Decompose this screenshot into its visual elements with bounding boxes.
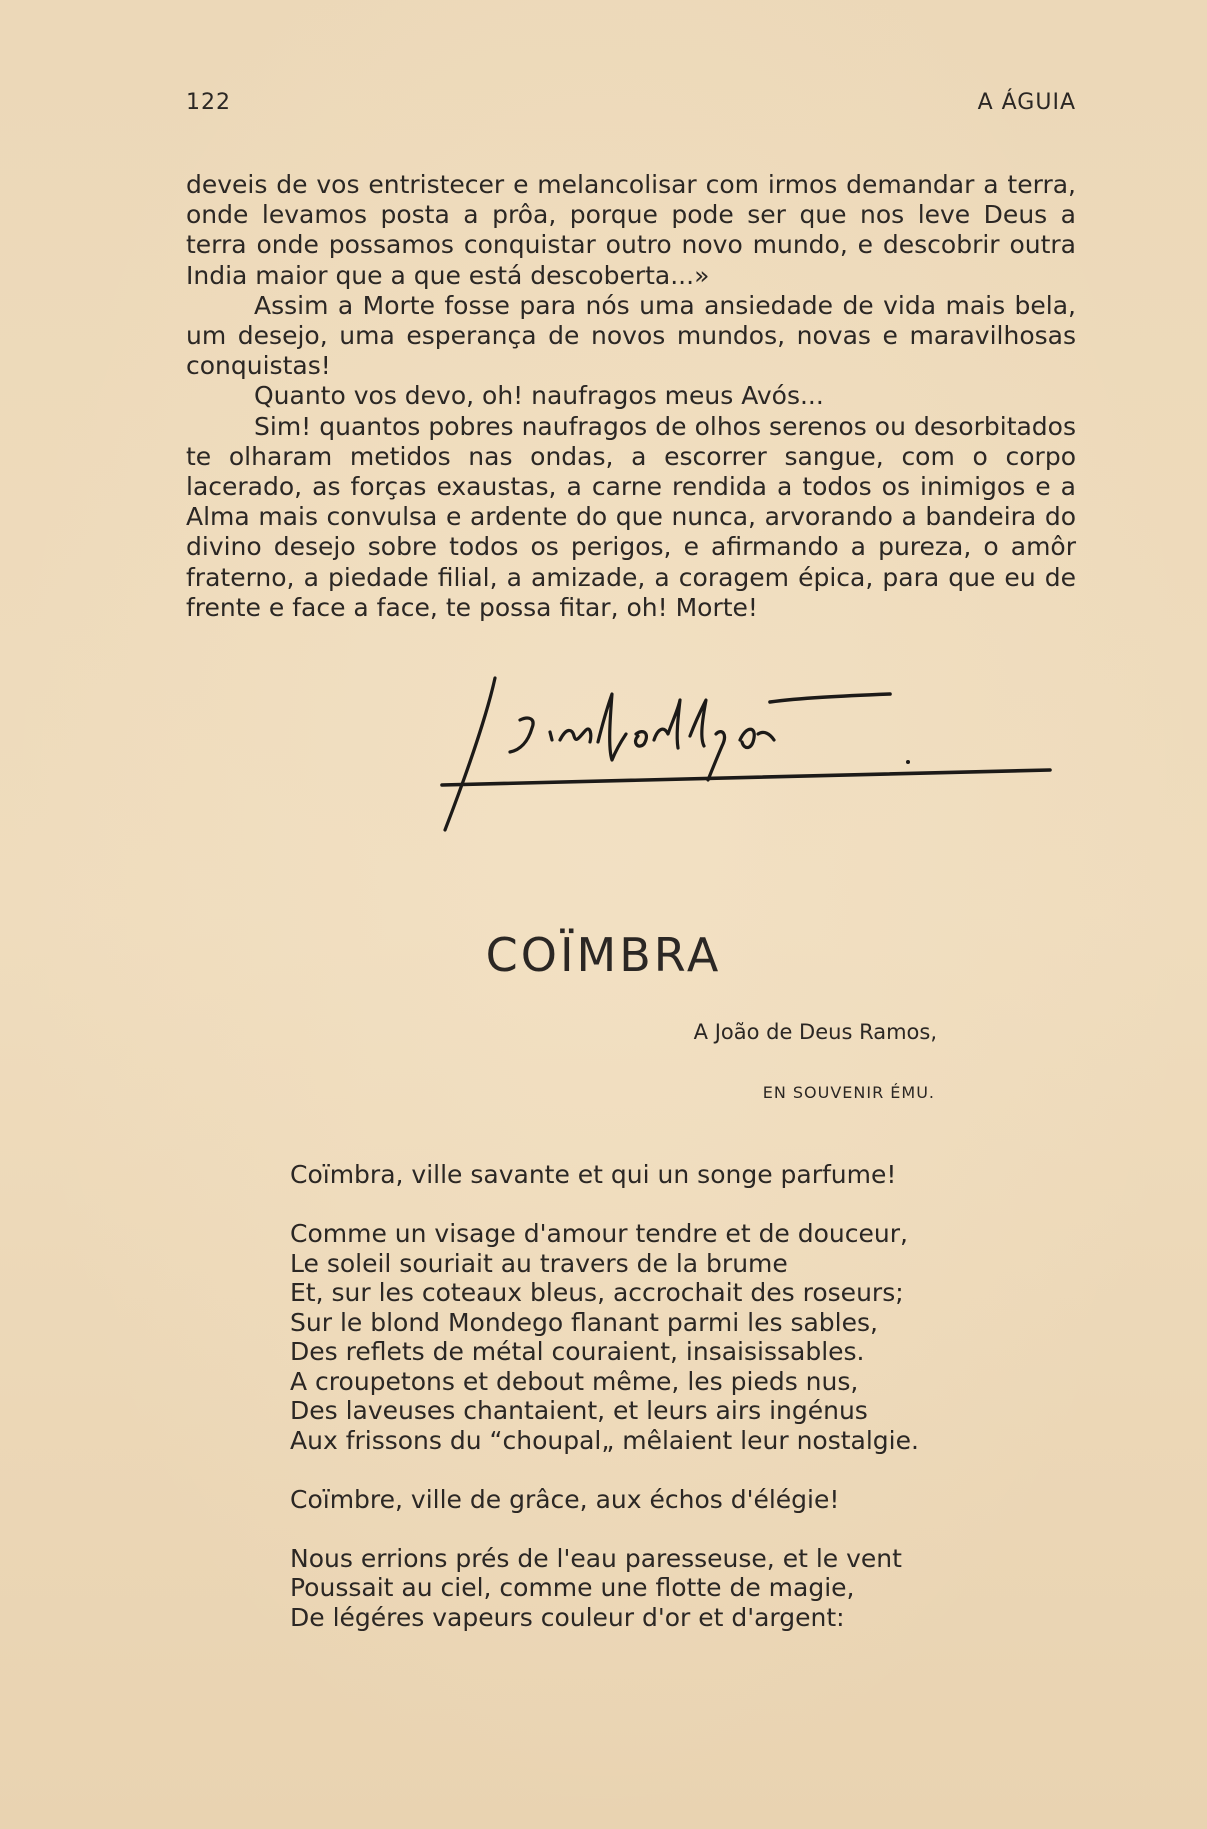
prose-paragraph: deveis de vos entristecer e melancolisar com irmos demandar a terra, onde levamos posta a prôa, porque pode ser que nos leve Deus a terra onde possamos conquistar outro novo mundo, e descobrir outra India maior que a que está descoberta...» bbox=[186, 170, 1076, 290]
poem-dedication: A João de Deus Ramos, bbox=[693, 1020, 937, 1044]
poem-line: Des laveuses chantaient, et leurs airs ingénus bbox=[290, 1396, 868, 1425]
page-number: 122 bbox=[186, 90, 231, 115]
handwritten-signature bbox=[440, 670, 1060, 835]
poem-line: Nous errions prés de l'eau paresseuse, et le vent bbox=[290, 1543, 902, 1573]
poem-line: De légéres vapeurs couleur d'or et d'argent: bbox=[290, 1602, 845, 1632]
poem-line: Le soleil souriait au travers de la brume bbox=[290, 1248, 788, 1278]
running-header bbox=[186, 90, 1076, 124]
poem-stanza bbox=[290, 1485, 1010, 1515]
poem-line: Sur le blond Mondego flanant parmi les sables, bbox=[290, 1307, 878, 1337]
poem-line: Coïmbra, ville savante et qui un songe parfume! bbox=[290, 1160, 897, 1189]
poem-body bbox=[290, 1160, 1010, 1662]
poem-line: Coïmbre, ville de grâce, aux échos d'élégie! bbox=[290, 1484, 840, 1514]
poem-line: Comme un visage d'amour tendre et de douceur, bbox=[290, 1219, 908, 1248]
prose-section bbox=[186, 170, 1076, 623]
poem-line: A croupetons et debout même, les pieds nus, bbox=[290, 1366, 859, 1396]
poem-stanza bbox=[290, 1544, 1010, 1633]
poem-line: Aux frissons du “choupal„ mêlaient leur nostalgie. bbox=[290, 1425, 919, 1455]
poem-title: COÏMBRA bbox=[485, 928, 722, 982]
poem-stanza bbox=[290, 1219, 1010, 1455]
poem-line: Poussait au ciel, comme une flotte de magie, bbox=[290, 1573, 855, 1602]
poem-stanza bbox=[290, 1160, 1010, 1190]
prose-paragraph: Sim! quantos pobres naufragos de olhos serenos ou desorbitados te olharam metidos nas ondas, a escorrer sangue, com o corpo lacerado, as forças exaustas, a carne rendida a todos os inimigos e a Alma mais convulsa e ardente do que nunca, arvorando a bandeira do divino desejo sobre todos os perigos, e afirmando a pureza, o amôr fraterno, a piedade filial, a amizade, a coragem épica, para que eu de frente e face a face, te possa fitar, oh! Morte! bbox=[186, 411, 1076, 622]
poem-epigraph: EN SOUVENIR ÉMU. bbox=[762, 1083, 935, 1102]
journal-title: A ÁGUIA bbox=[977, 90, 1076, 115]
poem-line: Des reflets de métal couraient, insaisissables. bbox=[290, 1337, 865, 1366]
poem-line: Et, sur les coteaux bleus, accrochait des roseurs; bbox=[290, 1278, 904, 1307]
prose-paragraph: Assim a Morte fosse para nós uma ansiedade de vida mais bela, um desejo, uma esperança de novos mundos, novas e maravilhosas conquistas! bbox=[186, 290, 1076, 381]
prose-paragraph: Quanto vos devo, oh! naufragos meus Avós... bbox=[254, 381, 824, 411]
